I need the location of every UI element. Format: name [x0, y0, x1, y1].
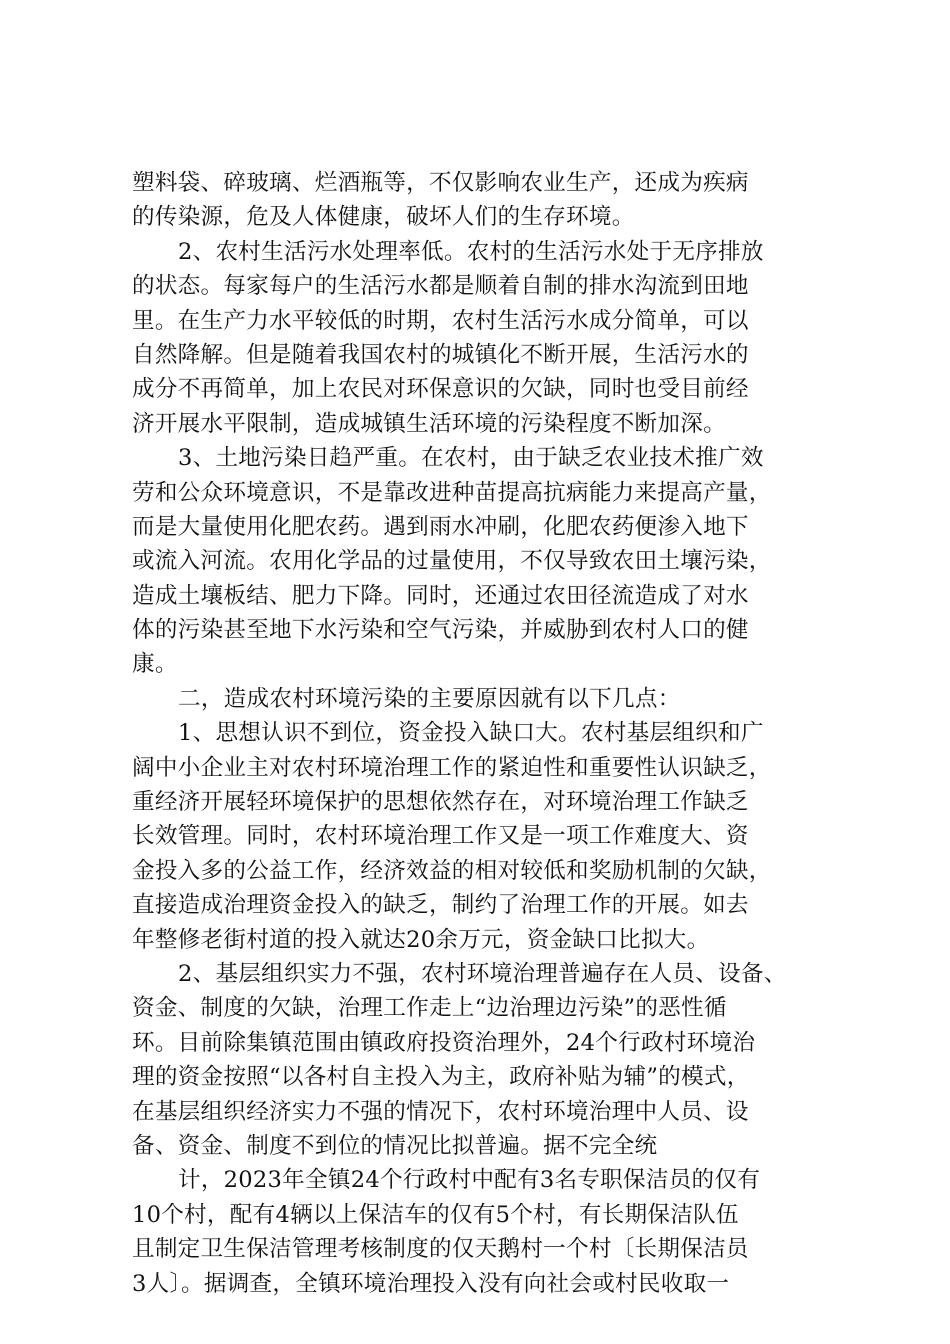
- paragraph-first-line: 计，2023年全镇24个行政村中配有3名专职保洁员的仅有: [178, 1167, 761, 1194]
- text-line: 阔中小企业主对农村环境治理工作的紧迫性和重要性认识缺乏，: [132, 754, 772, 781]
- paragraph-first-line: 2、基层组织实力不强，农村环境治理普遍存在人员、设备、: [178, 960, 787, 987]
- text-line: 重经济开展轻环境保护的思想依然存在，对环境治理工作缺乏: [132, 789, 749, 816]
- paragraph-first-line: 2、农村生活污水处理率低。农村的生活污水处于无序排放: [178, 238, 764, 265]
- text-line: 金投入多的公益工作，经济效益的相对较低和奖励机制的欠缺，: [132, 857, 772, 884]
- text-line: 康。: [132, 651, 178, 678]
- text-line: 直接造成治理资金投入的缺乏，制约了治理工作的开展。如去: [132, 892, 749, 919]
- text-line: 自然降解。但是随着我国农村的城镇化不断开展，生活污水的: [132, 341, 749, 368]
- text-line: 且制定卫生保洁管理考核制度的仅天鹅村一个村〔长期保洁员: [132, 1236, 749, 1263]
- paragraph-first-line: 1、思想认识不到位，资金投入缺口大。农村基层组织和广: [178, 720, 764, 747]
- text-line: 而是大量使用化肥农药。遇到雨水冲刷，化肥农药便渗入地下: [132, 513, 749, 540]
- text-line: 环。目前除集镇范围由镇政府投资治理外，24个行政村环境治: [132, 1029, 756, 1056]
- text-line: 里。在生产力水平较低的时期，农村生活污水成分简单，可以: [132, 307, 749, 334]
- text-line: 资金、制度的欠缺，治理工作走上“边治理边污染”的恶性循: [132, 995, 727, 1022]
- text-line: 塑料袋、碎玻璃、烂酒瓶等，不仅影响农业生产，还成为疾病: [132, 170, 749, 196]
- text-line: 劳和公众环境意识，不是靠改进种苗提高抗病能力来提高产量，: [132, 479, 772, 506]
- text-line: 的传染源，危及人体健康，破坏人们的生存环境。: [132, 204, 635, 231]
- paragraph-first-line: 3、土地污染日趋严重。在农村，由于缺乏农业技术推广效: [178, 445, 764, 472]
- text-line: 长效管理。同时，农村环境治理工作又是一项工作难度大、资: [132, 823, 749, 850]
- text-line: 成分不再简单，加上农民对环保意识的欠缺，同时也受目前经: [132, 376, 749, 403]
- text-line: 济开展水平限制，造成城镇生活环境的污染程度不断加深。: [132, 410, 726, 437]
- text-line: 年整修老街村道的投入就达20余万元，资金缺口比拟大。: [132, 926, 710, 953]
- text-line: 体的污染甚至地下水污染和空气污染，并威胁到农村人口的健: [132, 617, 749, 644]
- text-line: 造成土壤板结、肥力下降。同时，还通过农田径流造成了对水: [132, 582, 749, 609]
- paragraph-first-line: 二，造成农村环境污染的主要原因就有以下几点：: [178, 685, 681, 712]
- text-line: 理的资金按照“以各村自主投入为主，政府补贴为辅”的模式，: [132, 1064, 750, 1091]
- document-body: [132, 166, 818, 1301]
- text-line: 备、资金、制度不到位的情况比拟普遍。据不完全统: [132, 1132, 658, 1159]
- text-line: 在基层组织经济实力不强的情况下，农村环境治理中人员、设: [132, 1098, 749, 1125]
- text-line: 或流入河流。农用化学品的过量使用，不仅导致农田土壤污染，: [132, 548, 772, 575]
- text-line: 10个村，配有4辆以上保洁车的仅有5个村，有长期保洁队伍: [132, 1201, 739, 1228]
- text-line: 的状态。每家每户的生活污水都是顺着自制的排水沟流到田地: [132, 273, 749, 300]
- text-line: 3人〕。据调查，全镇环境治理投入没有向社会或村民收取一: [132, 1270, 730, 1297]
